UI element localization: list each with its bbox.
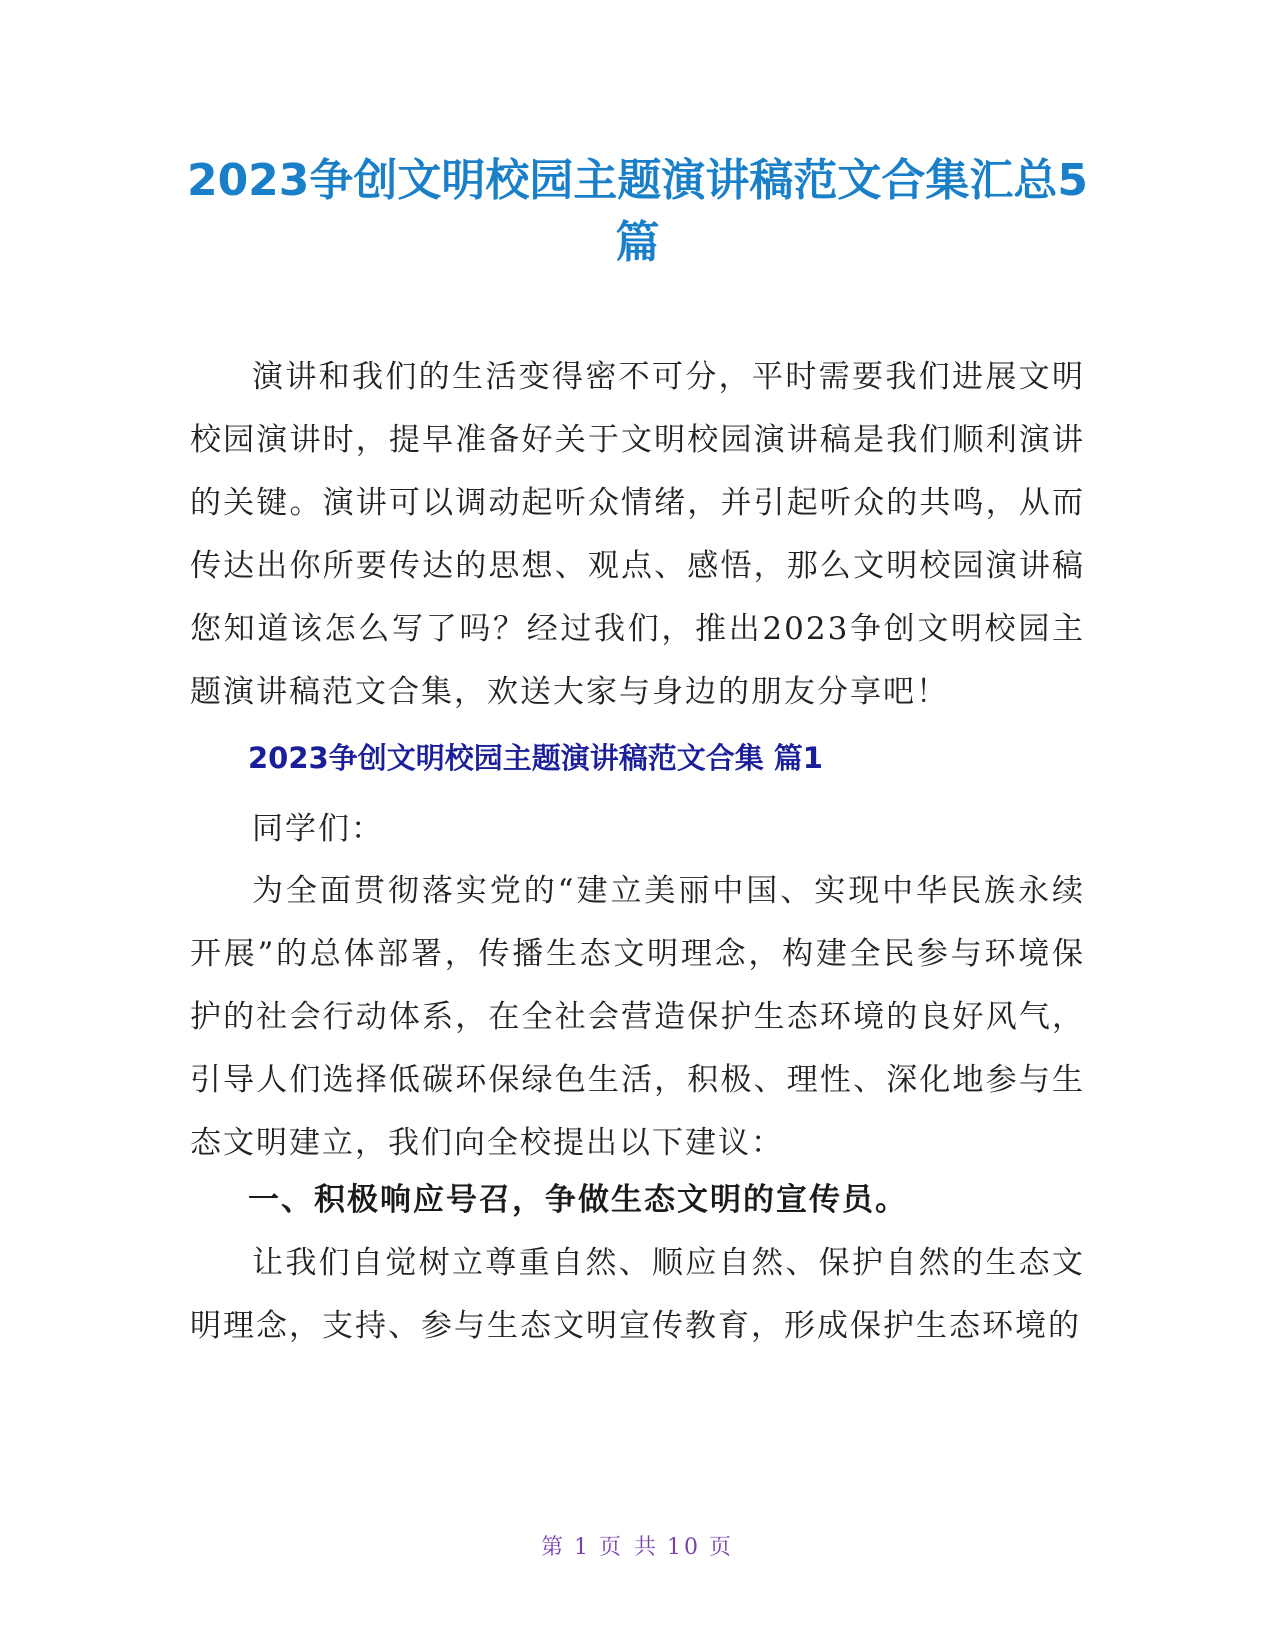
page-label-prefix: 第 (540, 1535, 566, 1560)
document-title: 2023争创文明校园主题演讲稿范文合集汇总5篇 (186, 155, 1089, 268)
body-paragraph-1: 为全面贯彻落实党的“建立美丽中国、实现中华民族永续开展”的总体部署，传播生态文明理念，构建全民参与环境保护的社会行动体系，在全社会营造保护生态环境的良好风气，引导人们选择低碳环保绿色生活，积极、理性、深化地参与生态文明建立，我们向全校提出以下建议： (190, 873, 1085, 1161)
page-label-suffix: 页 (709, 1535, 735, 1560)
point-heading-1: 一、积极响应号召，争做生态文明的宣传员。 (248, 1182, 908, 1218)
page-label-mid: 页 共 (599, 1535, 659, 1560)
total-pages-number: 10 (667, 1535, 701, 1560)
intro-paragraph: 演讲和我们的生活变得密不可分，平时需要我们进展文明校园演讲时，提早准备好关于文明校园演讲稿是我们顺利演讲的关键。演讲可以调动起听众情绪，并引起听众的共鸣，从而传达出你所要传达的思想、观点、感悟，那么文明校园演讲稿您知道该怎么写了吗？经过我们，推出2023争创文明校园主题演讲稿范文合集，欢送大家与身边的朋友分享吧！ (190, 359, 1085, 710)
section-heading: 2023争创文明校园主题演讲稿范文合集 篇1 (248, 741, 823, 775)
salutation: 同学们： (252, 811, 384, 847)
body-paragraph-2: 让我们自觉树立尊重自然、顺应自然、保护自然的生态文明理念，支持、参与生态文明宣传教育，形成保护生态环境的 (190, 1245, 1085, 1344)
page-footer (0, 1533, 1275, 1563)
current-page-number: 1 (574, 1535, 591, 1560)
